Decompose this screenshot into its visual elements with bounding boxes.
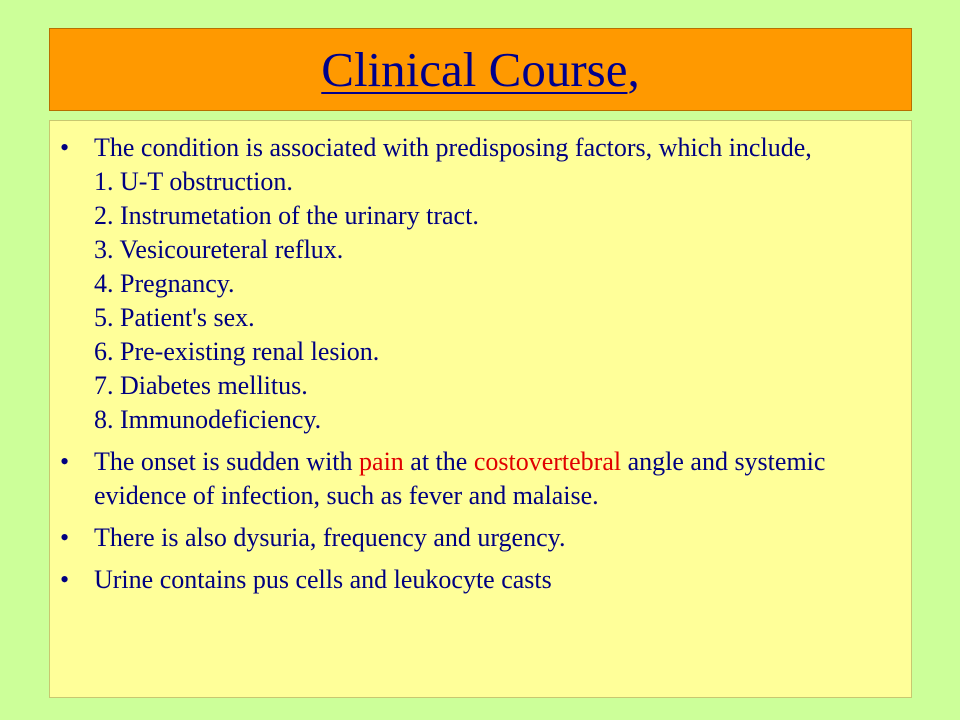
factor-item: 1. U-T obstruction. [94,167,293,196]
bullet-dot-icon: • [60,565,70,594]
highlight-costovertebral: costovertebral [473,447,622,476]
bullet-text: There is also dysuria, frequency and urgency. [94,523,566,552]
bullet-text: The condition is associated with predisposing factors, which include, [94,133,812,162]
bullet-dot-icon: • [60,447,70,476]
highlight-pain: pain [359,447,404,476]
slide-title [321,42,640,97]
factor-item: 5. Patient's sex. [94,303,255,332]
slide-title-text: Clinical Course [321,42,628,97]
slide-title-suffix: , [627,42,640,97]
bullet-text-part: at the [403,447,474,476]
factor-item: 3. Vesicoureteral reflux. [94,235,344,264]
bullet-text-part: The onset is sudden with [94,447,360,476]
factor-item: 8. Immunodeficiency. [94,405,322,434]
bullet-text: Urine contains pus cells and leukocyte casts [94,565,552,594]
bullet-text-part: angle and systemic evidence of infection, such as fever and malaise. [94,447,826,510]
bullet-urine [60,563,891,597]
factor-item: 2. Instrumetation of the urinary tract. [94,201,479,230]
bullet-dysuria [60,521,891,555]
factor-item: 4. Pregnancy. [94,269,235,298]
content-panel [49,120,912,698]
factor-item: 6. Pre-existing renal lesion. [94,337,380,366]
factor-list [94,165,891,437]
bullet-predisposing-factors [60,131,891,437]
bullet-list [60,131,891,597]
title-banner [49,28,912,111]
bullet-onset [60,445,891,513]
factor-item: 7. Diabetes mellitus. [94,371,308,400]
bullet-dot-icon: • [60,523,70,552]
bullet-dot-icon: • [60,133,70,162]
